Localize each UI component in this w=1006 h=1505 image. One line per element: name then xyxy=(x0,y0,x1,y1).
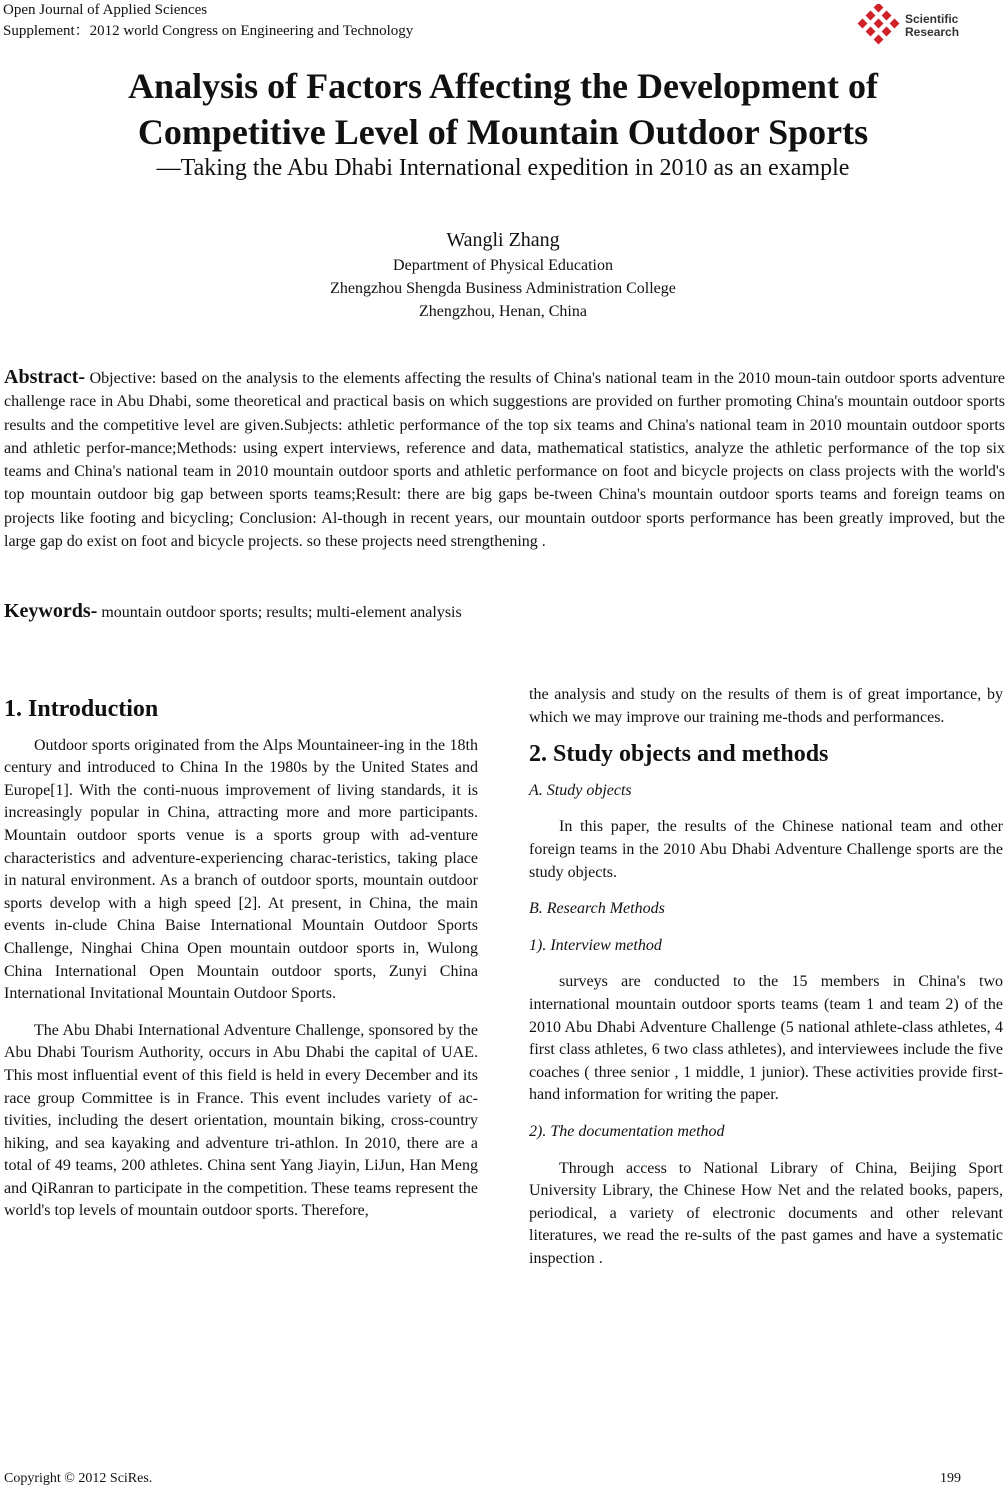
journal-header xyxy=(3,0,413,42)
interview-method-paragraph: surveys are conducted to the 15 members in China's two international mountain outdoor sports teams (team 1 and team 2) of the 2010 Abu Dhabi Adventure Challenge (5 national athlete-class athletes, 4 first class athletes, 6 two class athletes), and interviewees include the five coaches ( three senior , 1 middle, 1 junior). These activities provide first-hand information for writing the paper. xyxy=(529,973,1003,1104)
subsubsection-interview-method: 1). Interview method xyxy=(529,936,662,954)
right-column xyxy=(529,684,1003,1284)
copyright-notice: Copyright © 2012 SciRes. xyxy=(4,1471,153,1486)
subsection-research-methods: B. Research Methods xyxy=(529,900,665,918)
title-line-1: Analysis of Factors Affecting the Development of xyxy=(128,66,878,106)
abstract-label: Abstract- xyxy=(4,366,86,388)
journal-supplement: Supplement：2012 world Congress on Engineering and Technology xyxy=(3,23,414,39)
study-objects-paragraph: In this paper, the results of the Chinese national team and other foreign teams in the 2010 Abu Dhabi Adventure Challenge sports are the study objects. xyxy=(529,818,1003,881)
paper-subtitle: —Taking the Abu Dhabi International expedition in 2010 as an example xyxy=(156,155,850,181)
introduction-paragraph-2: The Abu Dhabi International Adventure Challenge, sponsored by the Abu Dhabi Tourism Authority, occurs in Abu Dhabi the capital of UAE. This most influential event of this field is held in every December and its race group Committee is in France. This event includes variety of ac-tivities, including the desert orientation, mountain biking, cross-country hiking, and sea kayaking and adventure tri-athlon. In 2010, there are a total of 49 teams, 200 athletes. China sent Yang Jiayin, LiJun, Han Meng and QiRanran to participate in the competition. These teams represent the world's top levels of mountain outdoor sports. Therefore, xyxy=(4,1021,478,1220)
keywords-label: Keywords- xyxy=(4,600,98,622)
abstract-text: Objective: based on the analysis to the elements affecting the results of China's national team in the 2010 moun-tain outdoor sports adventure challenge race in Abu Dhabi, some theoretical and practical basis on which suggestions are provided on further promoting China's mountain outdoor sports results and the competitive level are given.Subjects: athletic performance of the top six teams and China's national team in 2010 mountain outdoor sports and athletic perfor-mance;Methods: using expert interviews, reference and data, mathematical statistics, analyze the athletic performance of the top six teams and China's national team in 2010 mountain outdoor sports and athletic performance on foot and bicycle projects on class projects with the world's top mountain outdoor big gap between sports teams;Result: there are big gaps be-tween China's mountain outdoor sports teams and foreign teams on projects like footing and bicycling; Conclusion: Al-though in recent years, our mountain outdoor sports performance has been greatly improved, but the large gap do exist on foot and bicycle projects. so these projects need strengthening . xyxy=(4,370,1006,551)
logo-text-line2: Research xyxy=(905,25,960,39)
author-name: Wangli Zhang xyxy=(446,229,560,251)
page-number: 199 xyxy=(940,1471,961,1486)
subsubsection-documentation-method: 2). The documentation method xyxy=(529,1122,725,1140)
section-heading-introduction: 1. Introduction xyxy=(4,696,159,722)
scientific-research-logo-icon xyxy=(855,4,903,48)
journal-name: Open Journal of Applied Sciences xyxy=(3,2,208,18)
keywords-text: mountain outdoor sports; results; multi-element analysis xyxy=(101,604,462,621)
college: Zhengzhou Shengda Business Administration College xyxy=(330,280,676,297)
left-column xyxy=(4,698,478,1237)
keywords xyxy=(4,600,462,623)
location: Zhengzhou, Henan, China xyxy=(419,303,587,320)
introduction-paragraph-1: Outdoor sports originated from the Alps Mountaineer-ing in the 18th century and introduced to China In the 1980s by the United States and Europe[1]. With the conti-nuous improvement of living standards, it is increasingly popular in China, attracting more and more participants. Mountain outdoor sports venue is a sports group with ad-venture characteristics and adventure-experiencing charac-teristics, taking place in natural environment. As a branch of outdoor sports, mountain outdoor sports develop with a high speed [2]. At present, in China, the main events in-clude China Baise International Mountain Outdoor Sports Challenge, Ninghai China Open mountain outdoor sports in, Wulong China International Open Mountain outdoor sports, Zunyi China International Invitational Mountain Outdoor Sports. xyxy=(4,736,478,1003)
abstract xyxy=(4,366,1005,553)
department: Department of Physical Education xyxy=(393,257,613,274)
publisher-logo xyxy=(855,4,1005,48)
section-heading-study-objects-methods: 2. Study objects and methods xyxy=(529,741,829,768)
documentation-method-paragraph: Through access to National Library of China, Beijing Sport University Library, the Chinese How Net and the related books, papers, periodical, a variety of electronic documents and other relevant literatures, we read the re-sults of the past games and have a systematic inspection . xyxy=(529,1159,1003,1267)
paper-title xyxy=(0,63,1006,155)
logo-text-line1: Scientific xyxy=(905,12,959,26)
title-line-2: Competitive Level of Mountain Outdoor Sports xyxy=(137,112,869,152)
subsection-study-objects: A. Study objects xyxy=(529,781,632,799)
introduction-continued-paragraph: the analysis and study on the results of them is of great importance, by which we may improve our training me-thods and performances. xyxy=(529,686,1003,726)
author-affiliation xyxy=(0,254,1006,323)
logo-text xyxy=(905,13,959,39)
